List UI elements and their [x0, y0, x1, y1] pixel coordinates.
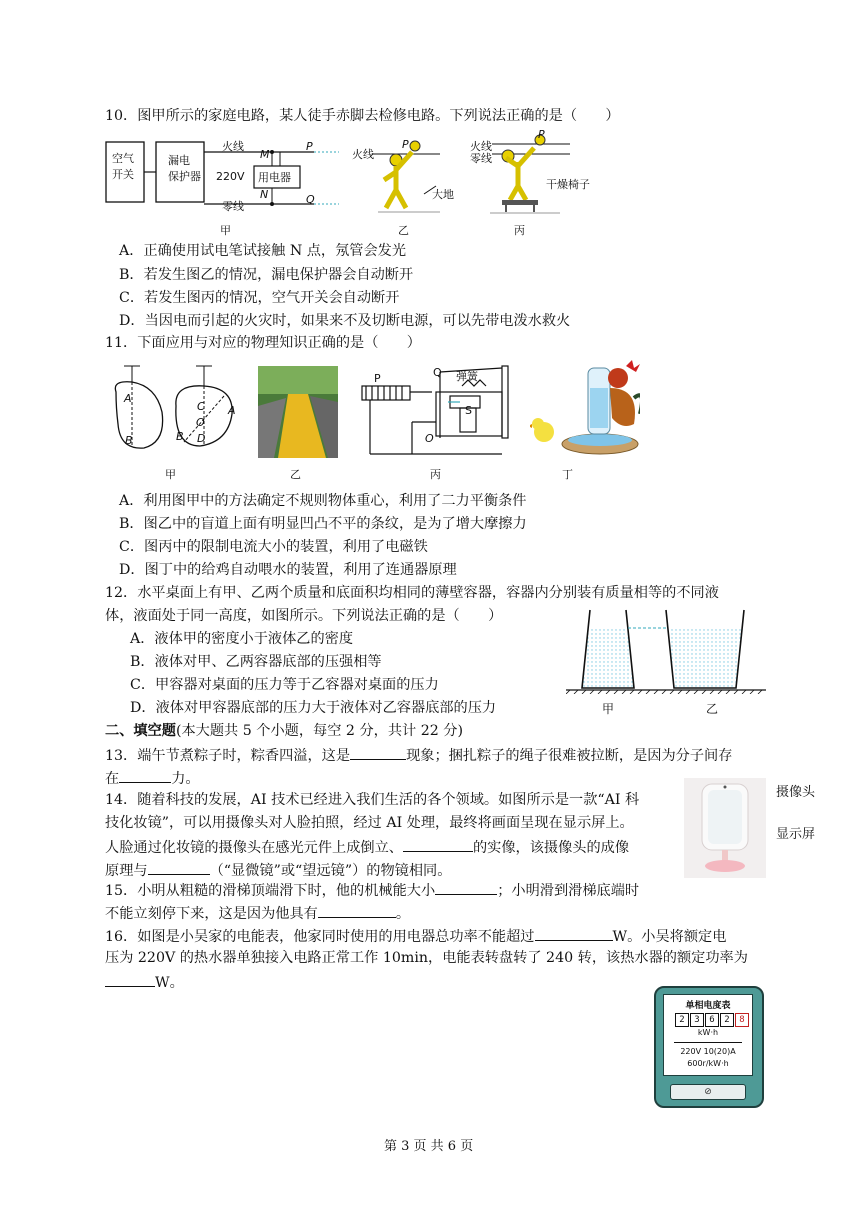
q15-line1: [105, 880, 639, 900]
q11-label-p: P: [374, 372, 381, 385]
q13-text-1a: 13．端午节煮粽子时，粽香四溢，这是: [105, 748, 351, 764]
point-p: P: [306, 140, 313, 153]
q12-containers-figure: [566, 608, 766, 694]
meter-digit: 2: [675, 1013, 689, 1027]
q12-stem-line1: 12．水平桌面上有甲、乙两个质量和底面积均相同的薄壁容器，容器内分别装有质量相等的不同液: [105, 585, 719, 601]
q15-text-1a: 15．小明从粗糙的滑梯顶端滑下时，他的机械能大小: [105, 883, 436, 899]
air-switch-label-1: 空气: [112, 152, 134, 165]
q11-option-d: D．图丁中的给鸡自动喂水的装置，利用了连通器原理: [119, 562, 457, 578]
q15-blank-1[interactable]: [435, 880, 497, 895]
q11-option-b: B．图乙中的盲道上面有明显凹凸不平的条纹，是为了增大摩擦力: [119, 516, 527, 532]
section2-heading: [105, 722, 463, 740]
q10-option-c: C．若发生图丙的情况，空气开关会自动断开: [119, 290, 400, 306]
q14-text-3b: 的实像，该摄像头的成像: [472, 840, 630, 856]
q11-label-d: D: [197, 432, 206, 445]
meter-unit: kW·h: [697, 1028, 719, 1037]
q14-blank-2[interactable]: [148, 860, 210, 875]
meter-digit-decimal: 8: [735, 1013, 749, 1027]
leak-guard-label: 漏电 保护器: [168, 154, 201, 183]
meter-digit: 3: [690, 1013, 704, 1027]
air-switch-label-2: 开关: [112, 168, 134, 181]
q11-caption-ding: 丁: [562, 468, 573, 481]
q10-option-a: A．正确使用试电笔试接触 N 点，氖管会发光: [119, 243, 407, 259]
neutral-wire-label: 零线: [222, 200, 244, 213]
q10-option-b: B．若发生图乙的情况，漏电保护器会自动断开: [119, 267, 414, 283]
q11-label-a1: A: [124, 392, 132, 405]
q11-label-s: S: [465, 404, 472, 417]
q16-blank-1[interactable]: [535, 926, 613, 941]
meter-bottom-plate: ⊘: [670, 1084, 746, 1100]
section2-title: 二、填空题: [105, 723, 176, 739]
meter-digit: 2: [720, 1013, 734, 1027]
meter-digit: 6: [705, 1013, 719, 1027]
q12-option-b: B．液体对甲、乙两容器底部的压强相等: [130, 654, 382, 670]
q16-line2: 压为 220V 的热水器单独接入电路正常工作 10min，电能表转盘转了 240 转，该热水器的额定功率为: [105, 950, 748, 966]
q13-line1: [105, 745, 732, 765]
q16-line3: [105, 972, 184, 992]
q13-line2: [105, 768, 200, 788]
q11-label-b1: B: [125, 434, 133, 447]
q15-line2: [105, 903, 410, 923]
q15-blank-2[interactable]: [318, 903, 396, 918]
q11-label-b2: B: [176, 430, 184, 443]
q12-option-c: C．甲容器对桌面的压力等于乙容器对桌面的压力: [130, 677, 439, 693]
ground-label: 大地: [432, 188, 454, 201]
bing-point-p: P: [538, 128, 545, 141]
live-wire-label: 火线: [222, 140, 244, 153]
q16-text-1b: W。小吴将额定电: [612, 929, 727, 945]
q10-stem: 10．图甲所示的家庭电路，某人徒手赤脚去检修电路。下列说法正确的是（ ）: [105, 108, 620, 124]
q11-figure-yi-tactile-path: [258, 366, 338, 458]
camera-label: 摄像头: [776, 785, 816, 800]
q15-text-2b: 。: [395, 906, 411, 922]
meter-constant: 600r/kW·h: [687, 1059, 729, 1068]
meter-panel: [663, 994, 753, 1076]
ai-mirror-image: [684, 778, 766, 878]
q11-label-o2: O: [425, 432, 434, 445]
energy-meter: [654, 986, 764, 1108]
q12-caption-yi: 乙: [706, 702, 719, 716]
q11-label-o: O: [196, 416, 205, 429]
q13-blank-2[interactable]: [119, 768, 171, 783]
point-m: M: [260, 148, 270, 161]
screen-label: 显示屏: [776, 827, 816, 842]
q11-caption-bing: 丙: [430, 468, 441, 481]
section2-note: (本大题共 5 个小题，每空 2 分，共计 22 分): [175, 723, 464, 739]
q11-option-c: C．图丙中的限制电流大小的装置，利用了电磁铁: [119, 539, 428, 555]
meter-rating: 220V 10(20)A: [680, 1047, 736, 1056]
bing-neutral-label: 零线: [470, 152, 492, 165]
yi-live-label: 火线: [352, 148, 374, 161]
q11-caption-jia: 甲: [165, 468, 176, 481]
q14-blank-1[interactable]: [403, 837, 473, 852]
q14-line2: 技化妆镜”，可以用摄像头对人脸拍照，经过 AI 处理，最终将画面呈现在显示屏上。: [105, 815, 634, 831]
point-n: N: [260, 188, 269, 201]
q12-option-a: A．液体甲的密度小于液体乙的密度: [130, 631, 354, 647]
q14-line4: [105, 860, 451, 880]
q12-option-d: D．液体对甲容器底部的压力大于液体对乙容器底部的压力: [130, 700, 497, 716]
point-q: Q: [306, 193, 315, 206]
q16-text-3: W。: [155, 975, 184, 991]
q11-spring-label: 弹簧: [456, 370, 478, 383]
q12-caption-jia: 甲: [602, 702, 615, 716]
meter-digits: [675, 1013, 749, 1027]
dry-stool-label: 干燥椅子: [546, 178, 590, 191]
q16-line1: [105, 926, 726, 946]
meter-dial-line: [674, 1042, 742, 1043]
bing-live-label: 火线: [470, 140, 492, 153]
q15-text-2a: 不能立刻停下来，这是因为他具有: [105, 906, 318, 922]
caption-yi: 乙: [398, 224, 409, 237]
meter-title: 单相电度表: [685, 1001, 731, 1011]
q13-blank-1[interactable]: [350, 745, 406, 760]
q11-label-q: Q: [433, 366, 442, 379]
q13-text-2a: 在: [105, 771, 120, 787]
voltage-label: 220V: [216, 170, 245, 183]
q11-label-c: C: [197, 400, 205, 413]
q15-text-1b: ；小明滑到滑梯底端时: [497, 883, 640, 899]
q11-stem: 11．下面应用与对应的物理知识正确的是（ ）: [105, 335, 421, 351]
appliance-label: 用电器: [258, 171, 291, 184]
q11-label-a2: A: [228, 404, 236, 417]
caption-jia: 甲: [220, 224, 231, 237]
q11-option-a: A．利用图甲中的方法确定不规则物体重心，利用了二力平衡条件: [119, 493, 527, 509]
q14-text-3a: 人脸通过化妆镜的摄像头在感光元件上成倒立、: [105, 840, 403, 856]
q16-blank-2[interactable]: [105, 972, 155, 987]
q14-line1: 14．随着科技的发展，AI 技术已经进入我们生活的各个领域。如图所示是一款“AI 科: [105, 792, 640, 808]
q11-figure-ding-chicken-feeder: [530, 358, 640, 458]
caption-bing: 丙: [514, 224, 525, 237]
q14-text-4b: （“显微镜”或“望远镜”）的物镜相同。: [209, 863, 452, 879]
yi-point-p: P: [402, 138, 409, 151]
page-footer: 第 3 页 共 6 页: [384, 1139, 474, 1154]
q11-caption-yi: 乙: [290, 468, 301, 481]
q16-text-1a: 16．如图是小吴家的电能表，他家同时使用的用电器总功率不能超过: [105, 929, 535, 945]
q13-text-2b: 力。: [171, 771, 200, 787]
q14-line3: [105, 837, 629, 857]
q10-option-d: D．当因电而引起的火灾时，如果来不及切断电源，可以先带电泼水救火: [119, 313, 571, 329]
q14-text-4a: 原理与: [105, 863, 148, 879]
q12-stem-line2: 体，液面处于同一高度，如图所示。下列说法正确的是（ ）: [105, 608, 503, 624]
q13-text-1b: 现象；捆扎粽子的绳子很难被拉断，是因为分子间存: [406, 748, 733, 764]
